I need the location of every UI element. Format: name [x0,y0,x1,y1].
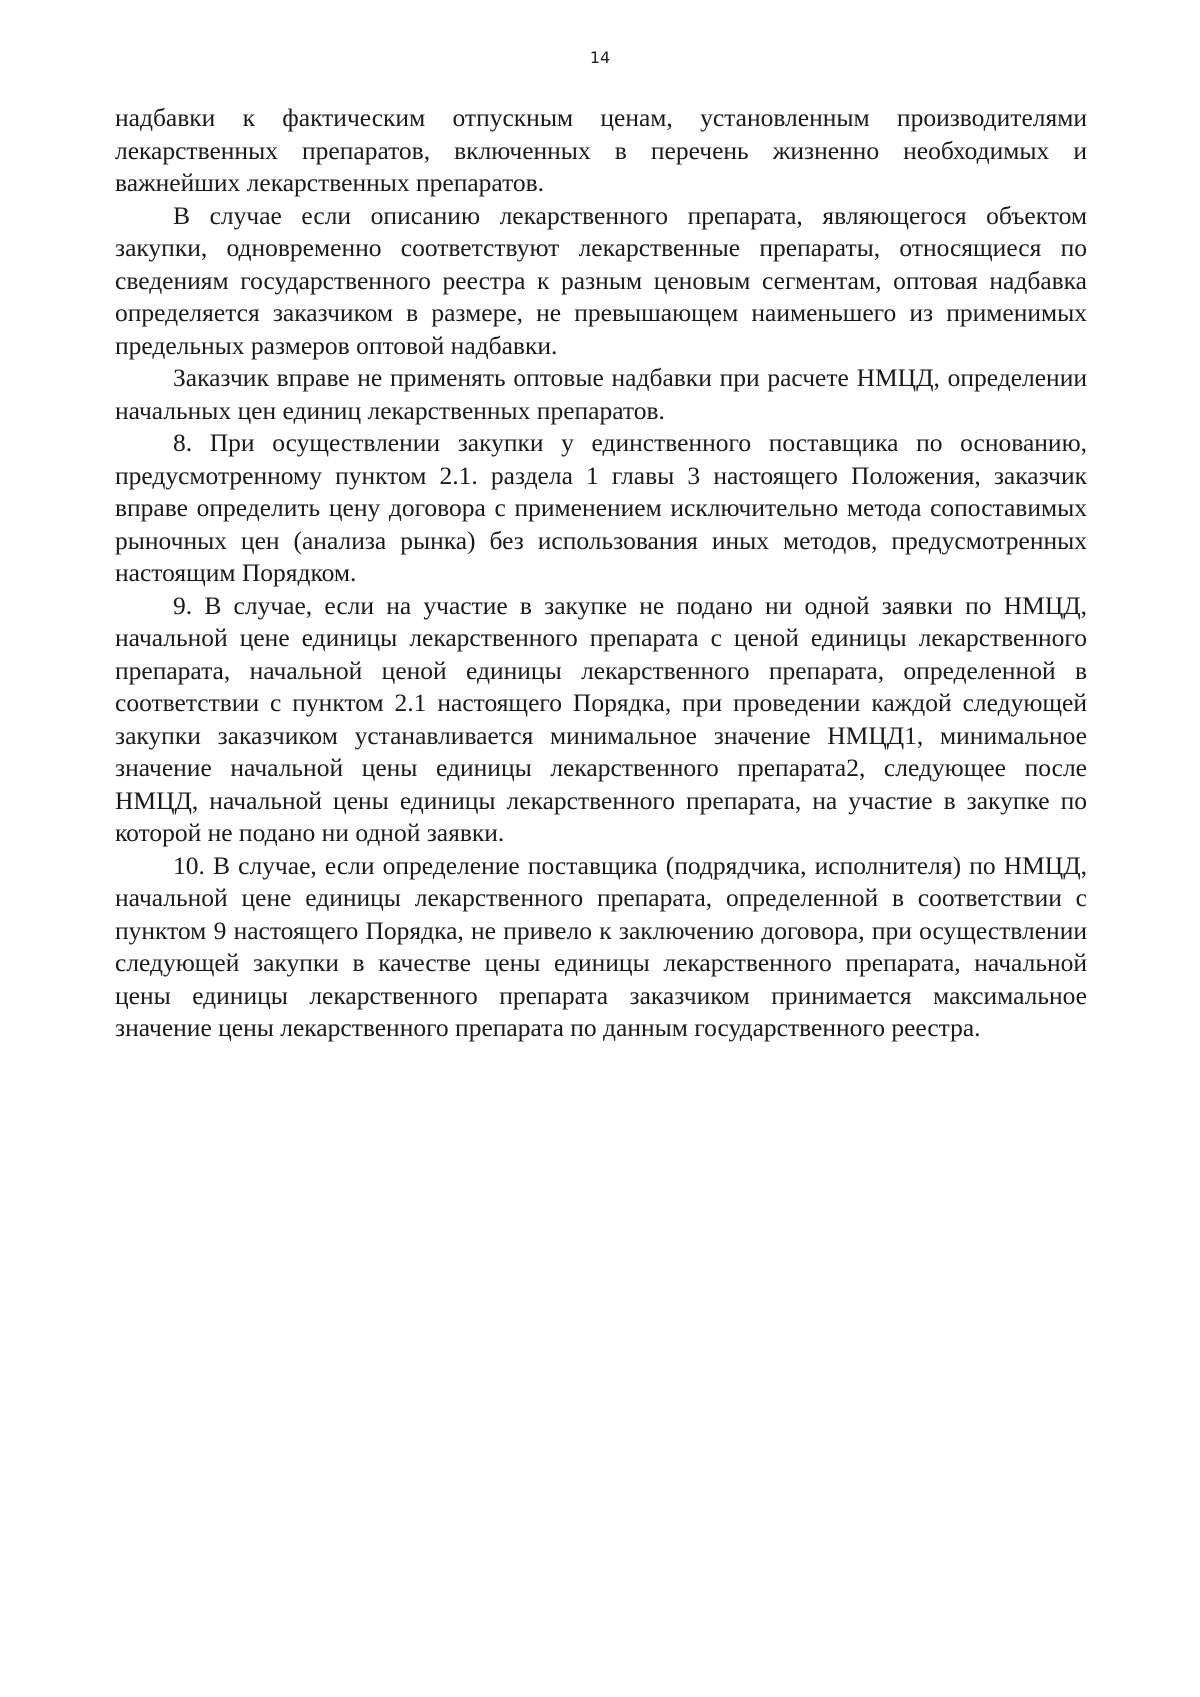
document-body [115,102,1087,1045]
paragraph-customer-right: Заказчик вправе не применять оптовые надбавки при расчете НМЦД, определении начальных цен единиц лекарственных препаратов. [115,363,1087,425]
paragraph-item-9: 9. В случае, если на участие в закупке не подано ни одной заявки по НМЦД, начальной цене единицы лекарственного препарата с ценой единицы лекарственного препарата, начальной ценой единицы лекарственного препарата, определенной в соответствии с пунктом 2.1 настоящего Порядка, при проведении каждой следующей закупки заказчиком устанавливается минимальное значение НМЦД1, минимальное значение начальной цены единицы лекарственного препарата2, следующее после НМЦД, начальной цены единицы лекарственного препарата, на участие в закупке по которой не подано ни одной заявки. [115,590,1087,847]
paragraph-price-segments: В случае если описанию лекарственного препарата, являющегося объектом закупки, одновременно соответствуют лекарственные препараты, относящиеся по сведениям государственного реестра к разным ценовым сегментам, оптовая надбавка определяется заказчиком в размере, не превышающем наименьшего из применимых предельных размеров оптовой надбавки. [115,200,1087,360]
paragraph-continuation: надбавки к фактическим отпускным ценам, установленным производителями лекарственных препаратов, включенных в перечень жизненно необходимых и важнейших лекарственных препаратов. [115,103,1087,197]
paragraph-item-10: 10. В случае, если определение поставщика (подрядчика, исполнителя) по НМЦД, начальной цене единицы лекарственного препарата, определенной в соответствии с пунктом 9 настоящего Порядка, не привело к заключению договора, при осуществлении следующей закупки в качестве цены единицы лекарственного препарата, начальной цены единицы лекарственного препарата заказчиком принимается максимальное значение цены лекарственного препарата по данным государственного реестра. [115,850,1087,1042]
paragraph-item-8: 8. При осуществлении закупки у единственного поставщика по основанию, предусмотренному пунктом 2.1. раздела 1 главы 3 настоящего Положения, заказчик вправе определить цену договора с применением исключительно метода сопоставимых рыночных цен (анализа рынка) без использования иных методов, предусмотренных настоящим Порядком. [115,428,1087,587]
page-number: 14 [589,48,611,67]
